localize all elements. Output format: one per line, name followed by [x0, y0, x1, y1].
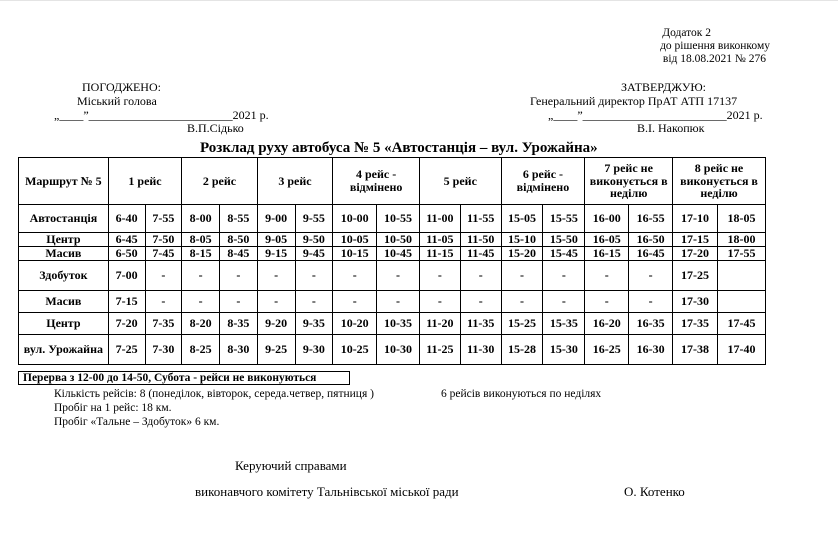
time-cell: 17-10: [673, 205, 718, 233]
time-cell: 10-50: [377, 233, 420, 247]
time-cell: 9-50: [295, 233, 333, 247]
time-cell: 11-25: [419, 335, 460, 365]
time-cell: -: [419, 261, 460, 291]
time-cell: 17-45: [717, 313, 765, 335]
table-row: [19, 291, 766, 313]
time-cell: 10-05: [333, 233, 377, 247]
stop-name-cell: Здобуток: [19, 261, 109, 291]
time-cell: 8-00: [182, 205, 220, 233]
time-cell: 7-30: [145, 335, 182, 365]
time-cell: 16-35: [629, 313, 673, 335]
time-cell: 11-55: [460, 205, 501, 233]
table-row: [19, 313, 766, 335]
time-cell: -: [333, 261, 377, 291]
time-cell: -: [145, 291, 182, 313]
time-cell: 8-55: [220, 205, 258, 233]
table-row: [19, 261, 766, 291]
signature-name: О. Котенко: [624, 484, 685, 499]
time-cell: 16-00: [585, 205, 629, 233]
time-cell: -: [220, 261, 258, 291]
time-cell: -: [419, 291, 460, 313]
time-cell: 10-25: [333, 335, 377, 365]
header-route: Маршрут № 5: [19, 158, 109, 205]
signature-title: Керуючий справами: [235, 458, 347, 473]
time-cell: 7-20: [108, 313, 145, 335]
time-cell: -: [501, 291, 543, 313]
stop-name-cell: Центр: [19, 313, 109, 335]
time-cell: 18-05: [717, 205, 765, 233]
time-cell: -: [629, 261, 673, 291]
header-trip-4: 4 рейс - відмінено: [333, 158, 420, 205]
time-cell: -: [145, 261, 182, 291]
time-cell: 8-05: [182, 233, 220, 247]
time-cell: 16-50: [629, 233, 673, 247]
time-cell: -: [543, 291, 585, 313]
time-cell: -: [585, 261, 629, 291]
page-top-border: [0, 0, 838, 1]
time-cell: 8-20: [182, 313, 220, 335]
time-cell: 17-35: [673, 313, 718, 335]
time-cell: 9-35: [295, 313, 333, 335]
table-header-row: [19, 158, 766, 205]
time-cell: 16-05: [585, 233, 629, 247]
time-cell: 11-45: [460, 247, 501, 261]
time-cell: -: [377, 291, 420, 313]
time-cell: 7-55: [145, 205, 182, 233]
time-cell: 10-00: [333, 205, 377, 233]
time-cell: 8-15: [182, 247, 220, 261]
time-cell: -: [460, 261, 501, 291]
time-cell: 16-20: [585, 313, 629, 335]
time-cell: 8-50: [220, 233, 258, 247]
time-cell: -: [629, 291, 673, 313]
time-cell: 15-35: [543, 313, 585, 335]
time-cell: -: [220, 291, 258, 313]
time-cell: 7-35: [145, 313, 182, 335]
time-cell: 8-45: [220, 247, 258, 261]
appendix-line-3: від 18.08.2021 № 276: [662, 53, 766, 65]
time-cell: 16-25: [585, 335, 629, 365]
table-row: [19, 335, 766, 365]
header-trip-7: 7 рейс не виконується в неділю: [585, 158, 673, 205]
time-cell: 11-30: [460, 335, 501, 365]
approved-left-date-line: „____”________________________2021 р.: [54, 108, 269, 122]
time-cell: 10-55: [377, 205, 420, 233]
approved-right-date-line: „____”________________________2021 р.: [548, 108, 763, 122]
time-cell: 11-35: [460, 313, 501, 335]
time-cell: 11-00: [419, 205, 460, 233]
time-cell: 17-55: [717, 247, 765, 261]
stop-name-cell: Масив: [19, 291, 109, 313]
header-trip-2: 2 рейс: [182, 158, 258, 205]
time-cell: -: [585, 291, 629, 313]
time-cell: 17-40: [717, 335, 765, 365]
header-trip-8: 8 рейс не виконується в неділю: [673, 158, 766, 205]
schedule-table: [18, 157, 766, 365]
sunday-note: 6 рейсів виконуються по неділях: [441, 388, 602, 400]
table-row: [19, 233, 766, 247]
stop-name-cell: Масив: [19, 247, 109, 261]
time-cell: -: [501, 261, 543, 291]
approved-right-name: В.І. Накопюк: [637, 121, 705, 135]
appendix-line-1: Додаток 2: [662, 27, 711, 39]
time-cell: 9-45: [295, 247, 333, 261]
approved-left-position: Міський голова: [77, 94, 157, 108]
time-cell: 8-30: [220, 335, 258, 365]
signature-organization: виконавчого комітету Тальнівської міської ради: [195, 484, 459, 499]
header-trip-5: 5 рейс: [419, 158, 501, 205]
time-cell: 6-45: [108, 233, 145, 247]
stop-name-cell: Автостанція: [19, 205, 109, 233]
time-cell: 17-20: [673, 247, 718, 261]
appendix-line-2: до рішення виконкому: [660, 40, 770, 52]
header-trip-3: 3 рейс: [257, 158, 333, 205]
time-cell: 10-45: [377, 247, 420, 261]
time-cell: 9-30: [295, 335, 333, 365]
time-cell: 9-00: [257, 205, 295, 233]
time-cell: 6-50: [108, 247, 145, 261]
time-cell: 15-20: [501, 247, 543, 261]
time-cell: 16-15: [585, 247, 629, 261]
time-cell: 18-00: [717, 233, 765, 247]
time-cell: -: [543, 261, 585, 291]
time-cell: [717, 291, 765, 313]
time-cell: 11-20: [419, 313, 460, 335]
time-cell: 9-15: [257, 247, 295, 261]
header-trip-6: 6 рейс - відмінено: [501, 158, 585, 205]
time-cell: [717, 261, 765, 291]
trips-count-note: Кількість рейсів: 8 (понеділок, вівторок, середа.четвер, пятниця ): [54, 388, 374, 400]
page-title: Розклад руху автобуса № 5 «Автостанція – вул. Урожайна»: [200, 140, 598, 156]
stop-name-cell: Центр: [19, 233, 109, 247]
time-cell: 9-20: [257, 313, 295, 335]
time-cell: 11-50: [460, 233, 501, 247]
approved-left-label: ПОГОДЖЕНО:: [82, 80, 161, 94]
time-cell: -: [460, 291, 501, 313]
time-cell: 17-25: [673, 261, 718, 291]
time-cell: 15-55: [543, 205, 585, 233]
time-cell: 15-50: [543, 233, 585, 247]
time-cell: 7-25: [108, 335, 145, 365]
time-cell: 7-15: [108, 291, 145, 313]
time-cell: 10-35: [377, 313, 420, 335]
header-trip-1: 1 рейс: [108, 158, 181, 205]
time-cell: 9-25: [257, 335, 295, 365]
time-cell: 15-30: [543, 335, 585, 365]
table-row: [19, 205, 766, 233]
time-cell: 8-25: [182, 335, 220, 365]
time-cell: 9-55: [295, 205, 333, 233]
table-row: [19, 247, 766, 261]
time-cell: 8-35: [220, 313, 258, 335]
stop-name-cell: вул. Урожайна: [19, 335, 109, 365]
time-cell: 10-20: [333, 313, 377, 335]
time-cell: 11-05: [419, 233, 460, 247]
time-cell: -: [182, 291, 220, 313]
approved-right-label: ЗАТВЕРДЖУЮ:: [621, 80, 706, 94]
time-cell: -: [333, 291, 377, 313]
time-cell: 16-45: [629, 247, 673, 261]
table-body: [19, 205, 766, 365]
time-cell: 9-05: [257, 233, 295, 247]
time-cell: -: [295, 291, 333, 313]
time-cell: 17-15: [673, 233, 718, 247]
time-cell: 7-50: [145, 233, 182, 247]
time-cell: 17-38: [673, 335, 718, 365]
time-cell: 15-25: [501, 313, 543, 335]
break-note: Перерва з 12-00 до 14-50, Субота - рейси не виконуються: [18, 371, 350, 385]
time-cell: -: [257, 261, 295, 291]
mileage-trip-note: Пробіг на 1 рейс: 18 км.: [54, 402, 172, 414]
approved-left-name: В.П.Сідько: [187, 121, 244, 135]
time-cell: -: [295, 261, 333, 291]
time-cell: 15-05: [501, 205, 543, 233]
time-cell: 7-00: [108, 261, 145, 291]
mileage-route-note: Пробіг «Тальне – Здобуток» 6 км.: [54, 416, 220, 428]
time-cell: 6-40: [108, 205, 145, 233]
time-cell: -: [377, 261, 420, 291]
time-cell: 10-15: [333, 247, 377, 261]
time-cell: 7-45: [145, 247, 182, 261]
approved-right-position: Генеральний директор ПрАТ АТП 17137: [530, 94, 738, 108]
time-cell: 15-45: [543, 247, 585, 261]
time-cell: 11-15: [419, 247, 460, 261]
time-cell: -: [257, 291, 295, 313]
time-cell: 15-10: [501, 233, 543, 247]
time-cell: 16-30: [629, 335, 673, 365]
time-cell: -: [182, 261, 220, 291]
time-cell: 17-30: [673, 291, 718, 313]
time-cell: 10-30: [377, 335, 420, 365]
time-cell: 16-55: [629, 205, 673, 233]
time-cell: 15-28: [501, 335, 543, 365]
